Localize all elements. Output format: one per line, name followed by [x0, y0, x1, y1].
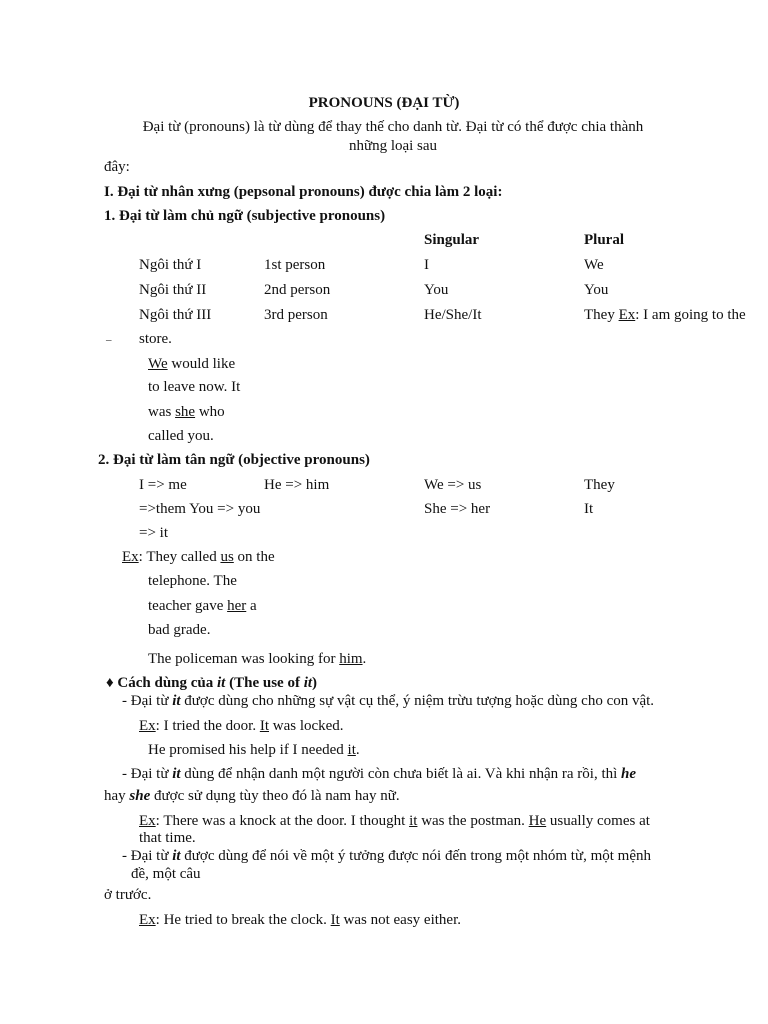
row-2-vn: Ngôi thứ II: [139, 282, 207, 298]
col-plural-header: Plural: [584, 232, 624, 248]
intro-line-3: đây:: [104, 159, 130, 175]
row-2-singular: You: [424, 282, 449, 298]
row-1-singular: I: [424, 257, 429, 273]
diamond-bullet-icon: ♦: [106, 675, 114, 691]
row-3-plural-example: They Ex: I am going to the: [584, 307, 746, 323]
use-it-p1: - Đại từ it được dùng cho những sự vật cụ thể, ý niệm trừu tượng hoặc dùng cho con vật.: [122, 693, 655, 709]
subjective-heading: 1. Đại từ làm chủ ngữ (subjective pronouns): [104, 208, 386, 224]
use-it-p1-ex2: He promised his help if I needed it.: [148, 742, 360, 758]
obj-r1-c2: He => him: [264, 477, 330, 493]
ex-label: Ex: [618, 307, 636, 323]
obj-example-line-4: bad grade.: [148, 622, 211, 638]
example-we-line-2: to leave now. It: [148, 379, 241, 395]
obj-r2-c4: It: [584, 501, 594, 517]
example-we-line-1: We would like: [148, 356, 236, 372]
obj-r1-c4: They: [584, 477, 615, 493]
obj-r2-c1: =>them You => you: [139, 501, 261, 517]
dash-mark: –: [106, 334, 112, 346]
col-singular-header: Singular: [424, 232, 480, 248]
section-1-heading: I. Đại từ nhân xưng (pepsonal pronouns) được chia làm 2 loại:: [104, 184, 503, 200]
example-we-line-3: was she who: [148, 404, 225, 420]
example-store: store.: [139, 331, 172, 347]
row-1-en: 1st person: [264, 257, 326, 273]
page-title: PRONOUNS (ĐẠI TỪ): [308, 95, 460, 111]
use-it-heading: ♦ Cách dùng của it (The use of it): [106, 675, 318, 691]
use-it-p3-ex: Ex: He tried to break the clock. It was not easy either.: [139, 912, 461, 928]
intro-line-1: Đại từ (pronouns) là từ dùng để thay thế cho danh từ. Đại từ có thể được chia thành: [142, 119, 644, 135]
use-it-p3-line-3: ở trước.: [104, 887, 152, 903]
use-it-p2-line-1: - Đại từ it dùng để nhận danh một người còn chưa biết là ai. Và khi nhận ra rồi, thì he: [122, 766, 637, 782]
obj-r1-c1: I => me: [139, 477, 187, 493]
example-we-line-4: called you.: [148, 428, 214, 444]
obj-example-line-1: Ex: They called us on the: [122, 549, 275, 565]
objective-heading: 2. Đại từ làm tân ngữ (objective pronouns): [98, 452, 370, 468]
use-it-p1-ex1: Ex: I tried the door. It was locked.: [139, 718, 344, 734]
row-2-plural: You: [584, 282, 609, 298]
use-it-p2-ex-line-2: that time.: [139, 830, 196, 846]
obj-example-line-5: The policeman was looking for him.: [148, 651, 367, 667]
use-it-p2-line-2: hay she được sử dụng tùy theo đó là nam hay nữ.: [104, 788, 400, 804]
row-2-en: 2nd person: [264, 282, 331, 298]
use-it-p3-line-1: - Đại từ it được dùng để nói về một ý tưởng được nói đến trong một nhóm từ, một mệnh: [122, 848, 651, 864]
row-3-en: 3rd person: [264, 307, 328, 323]
row-1-vn: Ngôi thứ I: [139, 257, 202, 273]
use-it-p3-line-2: đề, một câu: [131, 866, 201, 882]
obj-example-line-2: telephone. The: [148, 573, 237, 589]
row-3-singular: He/She/It: [424, 307, 482, 323]
obj-example-line-3: teacher gave her a: [148, 598, 257, 614]
use-it-p2-ex-line-1: Ex: There was a knock at the door. I thought it was the postman. He usually comes at: [139, 813, 650, 829]
obj-r1-c3: We => us: [424, 477, 482, 493]
intro-line-2: những loại sau: [348, 138, 438, 154]
obj-r3: => it: [139, 525, 169, 541]
row-1-plural: We: [584, 257, 604, 273]
obj-r2-c3: She => her: [424, 501, 491, 517]
row-3-vn: Ngôi thứ III: [139, 307, 212, 323]
